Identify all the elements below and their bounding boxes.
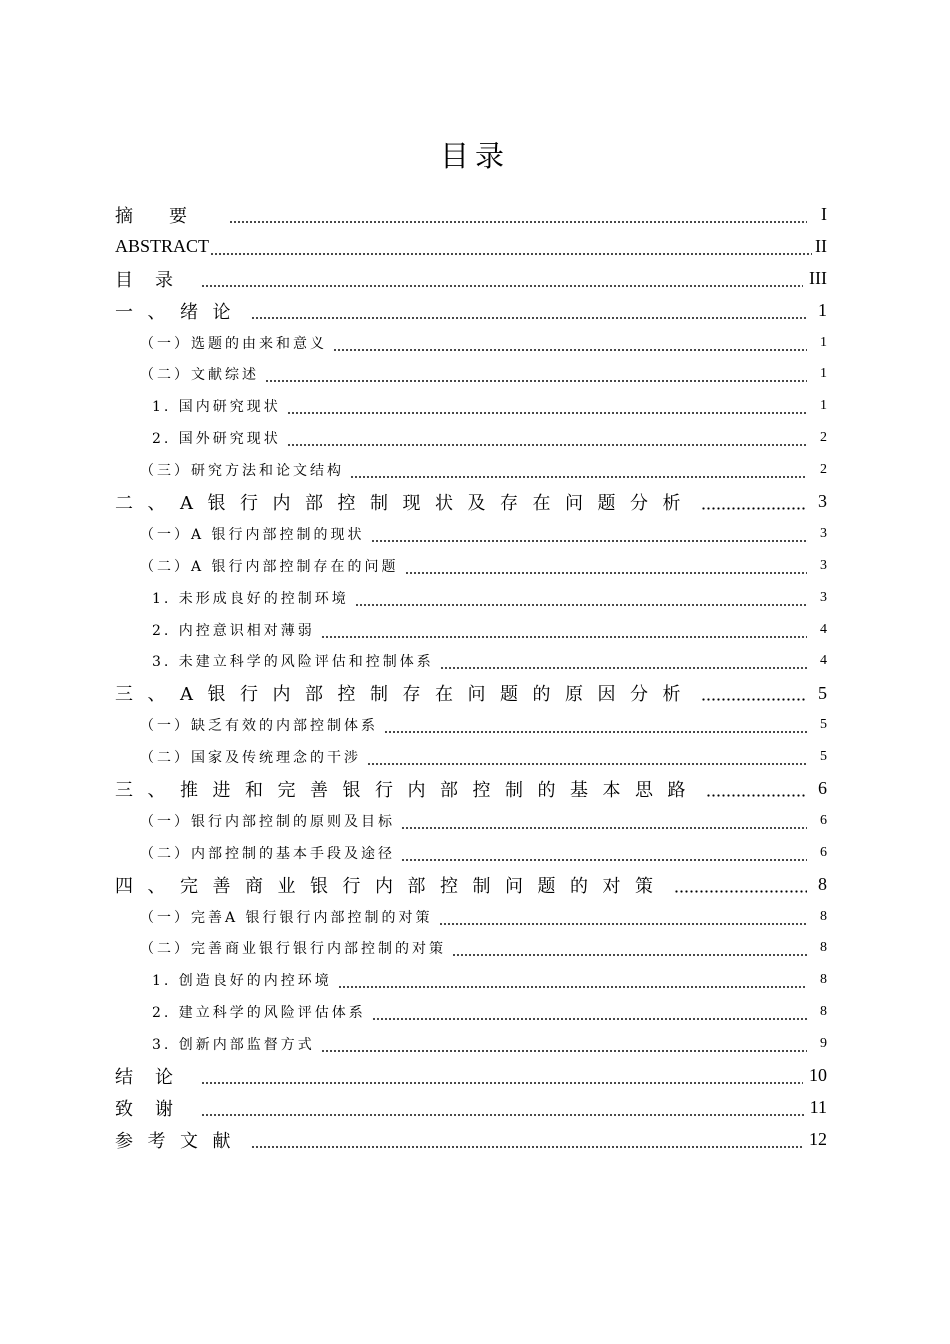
- toc-entry-page: 12: [809, 1129, 827, 1150]
- toc-entry-label: 结论: [115, 1066, 195, 1088]
- toc-entry-label: （二）A 银行内部控制存在的问题: [140, 558, 399, 575]
- dot-leader: [210, 242, 812, 256]
- toc-entry-page: 2: [820, 430, 827, 446]
- toc-entry-label: 2. 内控意识相对薄弱: [152, 622, 315, 639]
- dot-leader: [265, 369, 807, 383]
- toc-entry-page: 8: [820, 908, 827, 924]
- dot-leader: [701, 497, 807, 511]
- toc-entry-page: 3: [818, 491, 827, 512]
- toc-entry-page: 1: [820, 398, 827, 414]
- toc-entry-label: （一）A 银行内部控制的现状: [140, 526, 365, 543]
- toc-entry[interactable]: [115, 741, 827, 773]
- toc-entry[interactable]: [115, 582, 827, 614]
- toc-entry-page: 3: [820, 557, 827, 573]
- toc-entry-page: 4: [820, 621, 827, 637]
- dot-leader: [287, 433, 807, 447]
- toc-entry[interactable]: [115, 709, 827, 741]
- dot-leader: [287, 401, 807, 415]
- dot-leader: [251, 306, 807, 320]
- toc-entry[interactable]: [115, 231, 827, 263]
- page-title: 目录: [439, 139, 510, 173]
- dot-leader: [367, 752, 807, 766]
- dot-leader: [338, 975, 807, 989]
- dot-leader: [706, 784, 807, 798]
- toc-entry[interactable]: [115, 518, 827, 550]
- toc-entry[interactable]: [115, 614, 827, 646]
- toc-entry-page: III: [809, 268, 827, 289]
- toc-entry[interactable]: [115, 1124, 827, 1156]
- toc-entry[interactable]: [115, 837, 827, 869]
- dot-leader: [201, 1071, 803, 1085]
- toc-entry-label: （一）缺乏有效的内部控制体系: [140, 718, 378, 735]
- dot-leader: [350, 465, 807, 479]
- toc-entry-label: （二）内部控制的基本手段及途径: [140, 845, 395, 862]
- toc-entry[interactable]: [115, 550, 827, 582]
- toc-entry-page: 8: [820, 1004, 827, 1020]
- toc-entry-page: 9: [820, 1036, 827, 1052]
- toc-entry-page: 5: [818, 682, 827, 703]
- dot-leader: [701, 688, 807, 702]
- dot-leader: [401, 848, 807, 862]
- toc-entry-label: 一、绪论: [115, 301, 245, 323]
- toc-entry[interactable]: [115, 805, 827, 837]
- dot-leader: [439, 912, 807, 926]
- dot-leader: [251, 1135, 803, 1149]
- toc-entry[interactable]: [115, 263, 827, 295]
- toc-entry[interactable]: [115, 901, 827, 933]
- toc-entry-label: 二、A银行内部控制现状及存在问题分析: [115, 492, 695, 514]
- toc-entry-page: 6: [820, 812, 827, 828]
- dot-leader: [201, 1103, 804, 1117]
- toc-entry-label: 参考文献: [115, 1130, 245, 1152]
- toc-entry-label: 2. 国外研究现状: [152, 431, 281, 448]
- toc-entry-label: 1. 未形成良好的控制环境: [152, 590, 349, 607]
- toc-entry[interactable]: [115, 486, 827, 518]
- dot-leader: [321, 625, 807, 639]
- toc-entry[interactable]: [115, 869, 827, 901]
- dot-leader: [384, 720, 807, 734]
- toc-entry-label: （一）选题的由来和意义: [140, 335, 327, 352]
- toc-entry-page: II: [815, 236, 827, 257]
- toc-entry-page: 8: [818, 874, 827, 895]
- toc-entry[interactable]: [115, 422, 827, 454]
- toc-entry[interactable]: [115, 327, 827, 359]
- dot-leader: [674, 880, 808, 894]
- toc-entry-label: （三）研究方法和论文结构: [140, 463, 344, 480]
- toc-entry[interactable]: [115, 358, 827, 390]
- toc-entry[interactable]: [115, 996, 827, 1028]
- toc-entry[interactable]: [115, 932, 827, 964]
- toc-entry-label: 1. 国内研究现状: [152, 399, 281, 416]
- toc-entry-label: 目录: [115, 269, 195, 291]
- toc-entry-page: 8: [820, 972, 827, 988]
- toc-entry-label: 1. 创造良好的内控环境: [152, 973, 332, 990]
- toc-entry-page: 1: [818, 300, 827, 321]
- toc-entry[interactable]: [115, 199, 827, 231]
- toc-entry-label: （二）完善商业银行银行内部控制的对策: [140, 941, 446, 958]
- table-of-contents: [115, 199, 827, 1156]
- toc-entry[interactable]: [115, 390, 827, 422]
- toc-entry-label: 三、A银行内部控制存在问题的原因分析: [115, 684, 695, 706]
- toc-entry-page: 1: [820, 366, 827, 382]
- toc-entry-page: I: [821, 204, 827, 225]
- dot-leader: [372, 1007, 807, 1021]
- dot-leader: [321, 1039, 807, 1053]
- dot-leader: [355, 593, 807, 607]
- toc-entry-label: （一）完善A 银行银行内部控制的对策: [140, 909, 433, 926]
- toc-entry[interactable]: [115, 773, 827, 805]
- dot-leader: [452, 943, 807, 957]
- dot-leader: [229, 210, 807, 224]
- toc-entry-label: 3. 创新内部监督方式: [152, 1037, 315, 1054]
- toc-entry[interactable]: [115, 1028, 827, 1060]
- toc-entry-page: 2: [820, 462, 827, 478]
- toc-entry-label: （一）银行内部控制的原则及目标: [140, 813, 395, 830]
- dot-leader: [333, 338, 807, 352]
- dot-leader: [401, 816, 807, 830]
- dot-leader: [440, 656, 807, 670]
- toc-entry-label: 2. 建立科学的风险评估体系: [152, 1005, 366, 1022]
- toc-entry-page: 4: [820, 653, 827, 669]
- toc-entry-page: 10: [809, 1065, 827, 1086]
- toc-entry[interactable]: [115, 454, 827, 486]
- toc-entry-label: 3. 未建立科学的风险评估和控制体系: [152, 654, 434, 671]
- toc-entry-page: 8: [820, 940, 827, 956]
- dot-leader: [201, 274, 803, 288]
- toc-entry[interactable]: [115, 1092, 827, 1124]
- toc-entry-label: （二）文献综述: [140, 367, 259, 384]
- dot-leader: [405, 561, 807, 575]
- toc-entry-page: 3: [820, 525, 827, 541]
- toc-entry[interactable]: [115, 677, 827, 709]
- dot-leader: [371, 529, 807, 543]
- toc-entry-label: 四、完善商业银行内部控制问题的对策: [115, 875, 668, 897]
- toc-entry-label: （二）国家及传统理念的干涉: [140, 750, 361, 767]
- toc-entry-page: 1: [820, 334, 827, 350]
- toc-entry-page: 5: [820, 749, 827, 765]
- toc-entry-label: ABSTRACT: [115, 236, 210, 257]
- toc-entry-label: 三、推进和完善银行内部控制的基本思路: [115, 779, 700, 801]
- toc-entry[interactable]: [115, 295, 827, 327]
- toc-entry-page: 5: [820, 717, 827, 733]
- toc-entry[interactable]: [115, 1060, 827, 1092]
- toc-entry-label: 致谢: [115, 1098, 195, 1120]
- toc-entry-label: 摘要: [115, 205, 223, 227]
- toc-entry[interactable]: [115, 964, 827, 996]
- toc-entry-page: 6: [820, 844, 827, 860]
- toc-entry[interactable]: [115, 645, 827, 677]
- toc-entry-page: 11: [809, 1097, 827, 1118]
- toc-entry-page: 3: [820, 589, 827, 605]
- toc-entry-page: 6: [818, 778, 827, 799]
